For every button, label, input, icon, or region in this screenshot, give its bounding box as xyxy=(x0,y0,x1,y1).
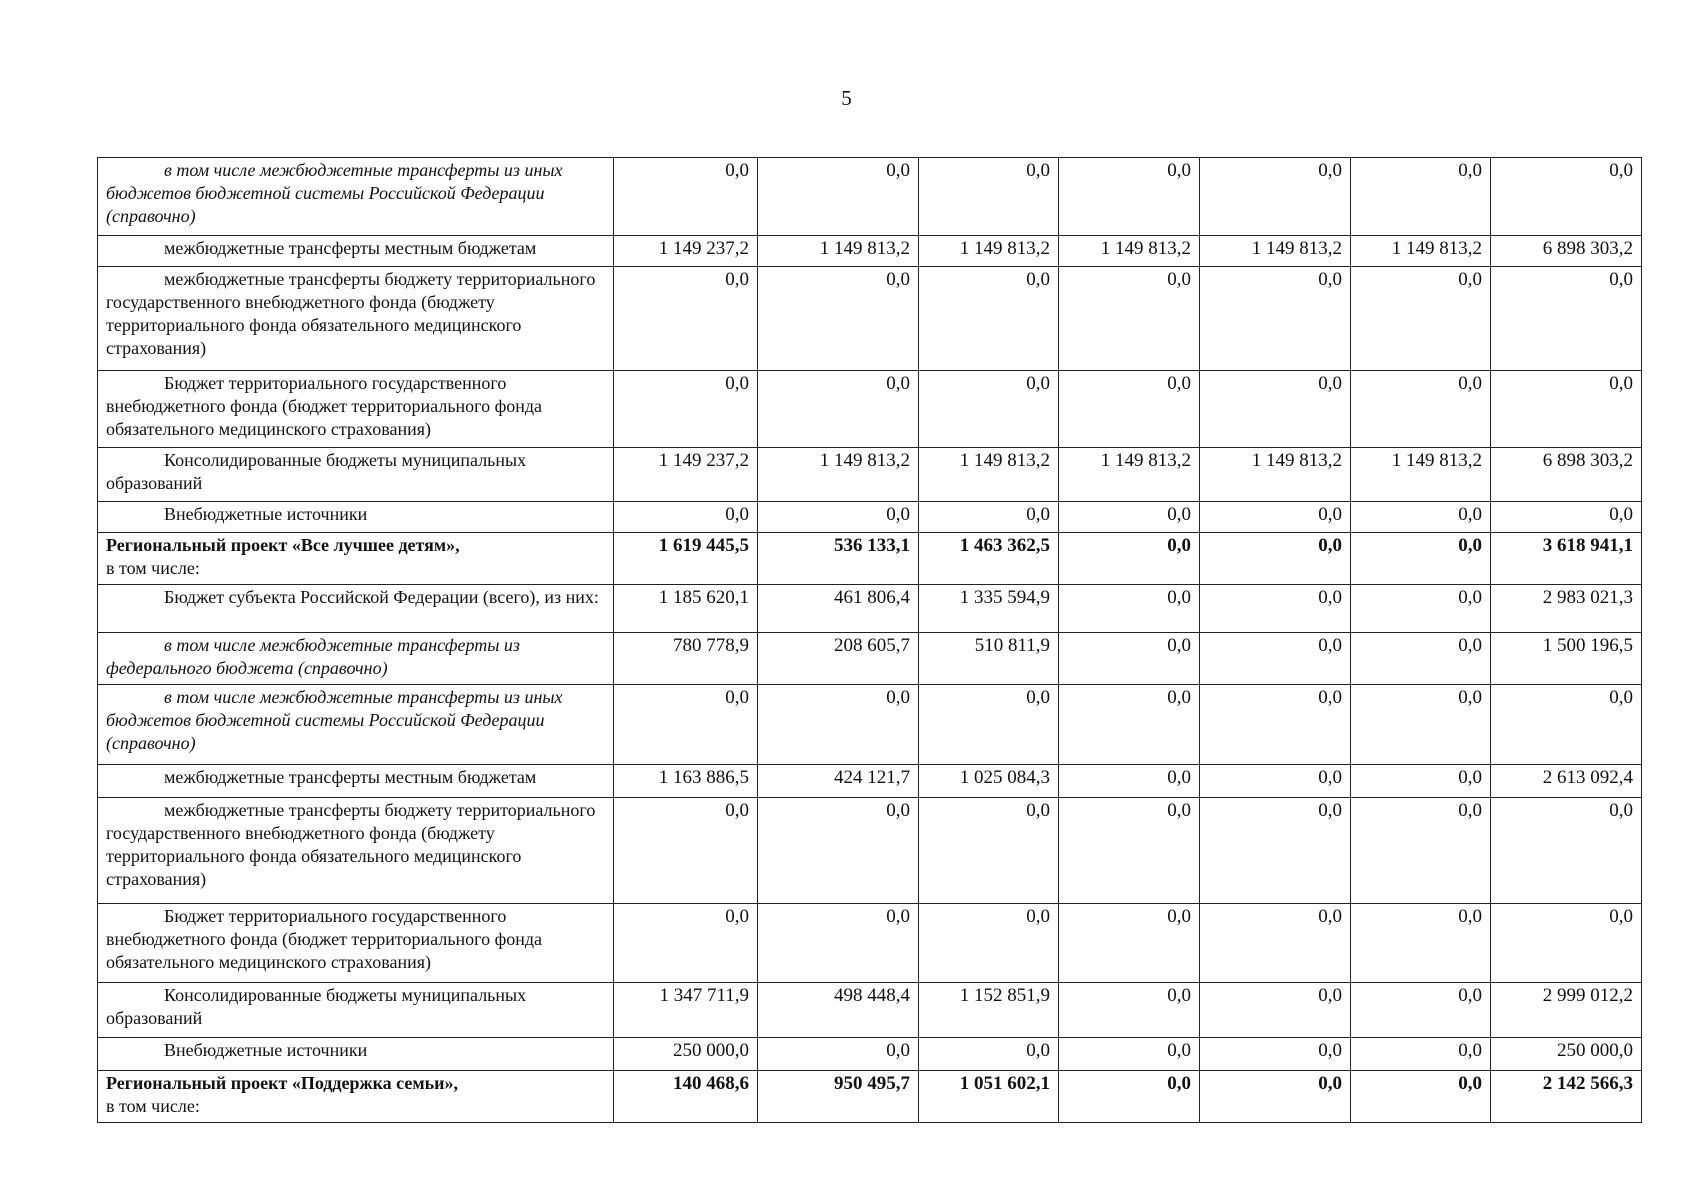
value-cell: 498 448,4 xyxy=(758,983,919,1038)
value-cell: 0,0 xyxy=(1491,502,1642,533)
value-cell: 0,0 xyxy=(1059,983,1200,1038)
row-sublabel: в том числе: xyxy=(106,1096,200,1116)
row-label-cell xyxy=(98,502,614,533)
row-label: Региональный проект «Все лучшее детям», xyxy=(106,535,460,555)
value-cell: 0,0 xyxy=(1059,685,1200,765)
value-cell: 0,0 xyxy=(1059,502,1200,533)
row-label-cell xyxy=(98,158,614,236)
value-cell: 0,0 xyxy=(1200,904,1351,983)
row-label: межбюджетные трансферты бюджету территориального государственного внебюджетного фонда (бюджету территориального фонда обязательного медицинского страхования) xyxy=(106,269,596,358)
table-row xyxy=(98,158,1642,236)
value-cell: 0,0 xyxy=(919,158,1059,236)
value-cell: 0,0 xyxy=(1200,798,1351,904)
value-cell: 1 149 813,2 xyxy=(1059,448,1200,502)
value-cell: 1 463 362,5 xyxy=(919,533,1059,585)
value-cell: 0,0 xyxy=(1059,371,1200,448)
value-cell: 0,0 xyxy=(1059,585,1200,633)
row-label-cell xyxy=(98,685,614,765)
table-row xyxy=(98,765,1642,798)
value-cell: 0,0 xyxy=(1200,502,1351,533)
row-label-cell xyxy=(98,765,614,798)
value-cell: 0,0 xyxy=(1059,158,1200,236)
row-label-cell xyxy=(98,371,614,448)
value-cell: 1 149 813,2 xyxy=(1351,236,1491,267)
value-cell: 0,0 xyxy=(1059,904,1200,983)
value-cell: 250 000,0 xyxy=(614,1038,758,1071)
value-cell: 1 149 237,2 xyxy=(614,236,758,267)
table-row xyxy=(98,983,1642,1038)
value-cell: 250 000,0 xyxy=(1491,1038,1642,1071)
value-cell: 536 133,1 xyxy=(758,533,919,585)
row-label-cell xyxy=(98,1038,614,1071)
row-sublabel: в том числе: xyxy=(106,558,200,578)
value-cell: 0,0 xyxy=(919,798,1059,904)
value-cell: 6 898 303,2 xyxy=(1491,236,1642,267)
row-label-cell xyxy=(98,267,614,371)
value-cell: 0,0 xyxy=(1200,1038,1351,1071)
value-cell: 0,0 xyxy=(758,158,919,236)
value-cell: 0,0 xyxy=(1059,1071,1200,1123)
value-cell: 0,0 xyxy=(1200,158,1351,236)
value-cell: 2 999 012,2 xyxy=(1491,983,1642,1038)
value-cell: 0,0 xyxy=(1351,765,1491,798)
value-cell: 780 778,9 xyxy=(614,633,758,685)
table-row xyxy=(98,371,1642,448)
value-cell: 2 142 566,3 xyxy=(1491,1071,1642,1123)
value-cell: 0,0 xyxy=(1351,1038,1491,1071)
value-cell: 0,0 xyxy=(1200,533,1351,585)
value-cell: 0,0 xyxy=(919,267,1059,371)
value-cell: 1 152 851,9 xyxy=(919,983,1059,1038)
value-cell: 1 185 620,1 xyxy=(614,585,758,633)
value-cell: 0,0 xyxy=(1491,158,1642,236)
value-cell: 0,0 xyxy=(1351,983,1491,1038)
value-cell: 0,0 xyxy=(1200,685,1351,765)
row-label-cell xyxy=(98,904,614,983)
value-cell: 0,0 xyxy=(1491,267,1642,371)
value-cell: 0,0 xyxy=(919,371,1059,448)
value-cell: 2 613 092,4 xyxy=(1491,765,1642,798)
table-row xyxy=(98,448,1642,502)
value-cell: 0,0 xyxy=(1491,371,1642,448)
value-cell: 0,0 xyxy=(758,502,919,533)
value-cell: 424 121,7 xyxy=(758,765,919,798)
value-cell: 510 811,9 xyxy=(919,633,1059,685)
value-cell: 0,0 xyxy=(1351,502,1491,533)
row-label: межбюджетные трансферты бюджету территориального государственного внебюджетного фонда (бюджету территориального фонда обязательного медицинского страхования) xyxy=(106,800,596,889)
table-row xyxy=(98,585,1642,633)
value-cell: 0,0 xyxy=(1059,633,1200,685)
value-cell: 1 025 084,3 xyxy=(919,765,1059,798)
value-cell: 1 051 602,1 xyxy=(919,1071,1059,1123)
value-cell: 0,0 xyxy=(919,904,1059,983)
value-cell: 6 898 303,2 xyxy=(1491,448,1642,502)
value-cell: 1 149 813,2 xyxy=(919,448,1059,502)
table-row xyxy=(98,236,1642,267)
value-cell: 0,0 xyxy=(1351,685,1491,765)
value-cell: 0,0 xyxy=(614,685,758,765)
value-cell: 0,0 xyxy=(614,267,758,371)
value-cell: 0,0 xyxy=(1351,533,1491,585)
row-label: в том числе межбюджетные трансферты из федерального бюджета (справочно) xyxy=(106,635,520,678)
value-cell: 0,0 xyxy=(614,502,758,533)
value-cell: 0,0 xyxy=(614,904,758,983)
value-cell: 0,0 xyxy=(1351,585,1491,633)
value-cell: 0,0 xyxy=(1351,371,1491,448)
value-cell: 1 163 886,5 xyxy=(614,765,758,798)
value-cell: 1 149 813,2 xyxy=(919,236,1059,267)
row-label-cell xyxy=(98,585,614,633)
value-cell: 0,0 xyxy=(919,685,1059,765)
row-label-cell xyxy=(98,1071,614,1123)
row-label: Внебюджетные источники xyxy=(164,504,368,524)
row-label: межбюджетные трансферты местным бюджетам xyxy=(164,767,537,787)
value-cell: 0,0 xyxy=(1200,633,1351,685)
value-cell: 0,0 xyxy=(1491,904,1642,983)
value-cell: 1 149 813,2 xyxy=(1351,448,1491,502)
value-cell: 1 149 813,2 xyxy=(758,448,919,502)
row-label: межбюджетные трансферты местным бюджетам xyxy=(164,238,537,258)
table-row xyxy=(98,685,1642,765)
table-row xyxy=(98,1038,1642,1071)
row-label-cell xyxy=(98,533,614,585)
value-cell: 0,0 xyxy=(1351,633,1491,685)
table-row xyxy=(98,533,1642,585)
table-row xyxy=(98,1071,1642,1123)
value-cell: 0,0 xyxy=(1351,798,1491,904)
value-cell: 0,0 xyxy=(1059,765,1200,798)
value-cell: 0,0 xyxy=(1200,765,1351,798)
value-cell: 0,0 xyxy=(758,798,919,904)
row-label: Бюджет территориального государственного внебюджетного фонда (бюджет территориального фонда обязательного медицинского страхования) xyxy=(106,906,543,972)
value-cell: 0,0 xyxy=(1059,267,1200,371)
value-cell: 0,0 xyxy=(614,371,758,448)
table-row xyxy=(98,798,1642,904)
value-cell: 0,0 xyxy=(758,685,919,765)
value-cell: 0,0 xyxy=(1491,798,1642,904)
value-cell: 0,0 xyxy=(1200,585,1351,633)
row-label: Консолидированные бюджеты муниципальных образований xyxy=(106,450,527,493)
row-label: Бюджет субъекта Российской Федерации (всего), из них: xyxy=(164,587,599,607)
row-label: Консолидированные бюджеты муниципальных образований xyxy=(106,985,527,1028)
value-cell: 0,0 xyxy=(1200,983,1351,1038)
value-cell: 1 335 594,9 xyxy=(919,585,1059,633)
value-cell: 0,0 xyxy=(1059,1038,1200,1071)
value-cell: 950 495,7 xyxy=(758,1071,919,1123)
row-label: Внебюджетные источники xyxy=(164,1040,368,1060)
row-label: в том числе межбюджетные трансферты из иных бюджетов бюджетной системы Российской Федерации (справочно) xyxy=(106,687,563,753)
value-cell: 0,0 xyxy=(919,502,1059,533)
value-cell: 1 149 813,2 xyxy=(1200,448,1351,502)
value-cell: 0,0 xyxy=(1351,1071,1491,1123)
value-cell: 1 149 237,2 xyxy=(614,448,758,502)
row-label: Региональный проект «Поддержка семьи», xyxy=(106,1073,459,1093)
table-row xyxy=(98,267,1642,371)
value-cell: 0,0 xyxy=(614,798,758,904)
value-cell: 140 468,6 xyxy=(614,1071,758,1123)
value-cell: 1 149 813,2 xyxy=(1200,236,1351,267)
table-row xyxy=(98,633,1642,685)
value-cell: 0,0 xyxy=(758,371,919,448)
value-cell: 3 618 941,1 xyxy=(1491,533,1642,585)
value-cell: 0,0 xyxy=(758,267,919,371)
value-cell: 1 149 813,2 xyxy=(758,236,919,267)
row-label-cell xyxy=(98,983,614,1038)
table-row xyxy=(98,502,1642,533)
value-cell: 1 149 813,2 xyxy=(1059,236,1200,267)
value-cell: 0,0 xyxy=(758,904,919,983)
row-label-cell xyxy=(98,633,614,685)
value-cell: 461 806,4 xyxy=(758,585,919,633)
value-cell: 0,0 xyxy=(1200,1071,1351,1123)
table-row xyxy=(98,904,1642,983)
value-cell: 0,0 xyxy=(1200,371,1351,448)
value-cell: 2 983 021,3 xyxy=(1491,585,1642,633)
row-label-cell xyxy=(98,798,614,904)
value-cell: 0,0 xyxy=(1059,798,1200,904)
value-cell: 1 500 196,5 xyxy=(1491,633,1642,685)
page-number: 5 xyxy=(841,86,852,110)
value-cell: 0,0 xyxy=(1351,267,1491,371)
value-cell: 1 619 445,5 xyxy=(614,533,758,585)
value-cell: 208 605,7 xyxy=(758,633,919,685)
table-body xyxy=(98,158,1642,1123)
row-label-cell xyxy=(98,448,614,502)
value-cell: 0,0 xyxy=(758,1038,919,1071)
value-cell: 0,0 xyxy=(919,1038,1059,1071)
value-cell: 0,0 xyxy=(1200,267,1351,371)
budget-table xyxy=(97,157,1642,1123)
row-label: Бюджет территориального государственного внебюджетного фонда (бюджет территориального фонда обязательного медицинского страхования) xyxy=(106,373,543,439)
value-cell: 0,0 xyxy=(1351,904,1491,983)
value-cell: 0,0 xyxy=(1351,158,1491,236)
row-label: в том числе межбюджетные трансферты из иных бюджетов бюджетной системы Российской Федерации (справочно) xyxy=(106,160,563,226)
value-cell: 0,0 xyxy=(614,158,758,236)
value-cell: 0,0 xyxy=(1491,685,1642,765)
value-cell: 0,0 xyxy=(1059,533,1200,585)
value-cell: 1 347 711,9 xyxy=(614,983,758,1038)
row-label-cell xyxy=(98,236,614,267)
